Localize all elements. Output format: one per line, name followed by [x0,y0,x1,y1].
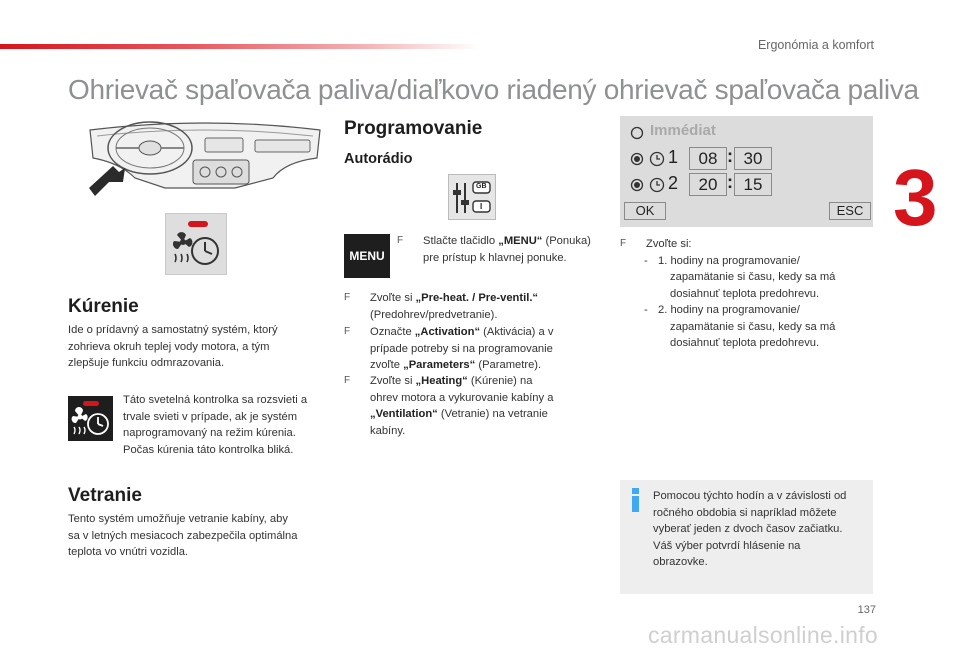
step-text: Stlačte tlačidlo [423,235,499,247]
choose-lead: Zvoľte si: [646,238,692,250]
bullet-mark: F [344,375,351,386]
heater-clock-icon [166,214,226,274]
page-title: Ohrievač spaľovača paliva/diaľkovo riadený ohrievač spaľovača paliva [68,74,919,105]
gb-label: GB [476,183,487,190]
info-icon [631,488,640,512]
radio-empty-icon[interactable] [630,126,644,140]
choose-clock-list [620,236,896,352]
indicator-text-line: Počas kúrenia táto kontrolka bliká. [123,443,294,456]
step-text: prípade potreby si na programovanie [370,342,553,355]
timer-1-hours[interactable]: 08 [689,147,727,170]
indicator-text-line: trvale svieti v prípade, ak je systém [123,410,298,423]
car-radio-subtitle: Autorádio [344,151,413,167]
section-label: Ergonómia a komfort [757,38,874,52]
step-text: (Vetranie) na vetranie [437,408,548,420]
step-text: Zvoľte si [370,375,416,387]
radio-selected-icon[interactable] [630,152,644,166]
menu-button[interactable]: MENU [344,234,390,278]
step-keyword: „Heating“ [415,375,468,387]
radio-selected-icon[interactable] [630,178,644,192]
step-keyword: „Activation“ [414,326,481,338]
clock-icon [649,177,665,193]
choose-item-2 [646,302,896,352]
choose-text: dosiahnuť teplota predohrevu. [670,337,820,349]
timer-1-index: 1 [668,147,679,167]
choose-text: zapamätanie si času, kedy sa má [670,320,836,333]
choose-item-1 [646,253,896,303]
step-keyword: „MENU“ [498,235,543,247]
heating-text-line: zlepšuje funkciu odmrazovania. [68,357,225,369]
tip-line: Pomocou týchto hodín a v závislosti od [653,490,847,502]
step-keyword: „Pre-heat. / Pre-ventil.“ [415,292,539,304]
ventilation-text [68,511,328,561]
tip-line: obrazovke. [653,556,708,568]
choose-text: 1. hodiny na programovanie/ [658,254,800,267]
tip-line: Váš výber potvrdí hlásenie na [653,539,801,552]
ventilation-text-line: Tento systém umožňuje vetranie kabíny, aby [68,513,288,525]
timer-2-minutes[interactable]: 15 [734,173,772,196]
bullet-mark: F [344,292,351,303]
page-number: 137 [857,604,876,616]
chapter-number: 3 [893,153,938,242]
step-text: Zvoľte si [370,292,416,304]
info-label: I [480,202,483,211]
step-text: zvoľte [370,359,404,371]
dash-mark: - [644,304,648,316]
step-activation [344,324,620,374]
timer-2-hours[interactable]: 20 [689,173,727,196]
step-keyword: „Parameters“ [403,359,476,371]
bullet-mark: F [397,235,404,246]
heater-lamp-icon [68,396,113,441]
sliders-icon [449,175,495,219]
timer-1-colon: : [727,146,733,166]
heater-indicator-lamp [68,396,113,441]
step-text: (Parametre). [475,359,542,371]
heating-text-line: zohrieva okruh teplej vody motora, a tým [68,340,270,353]
tip-box [620,480,873,594]
step-text: ohrev motora a vykurovanie kabíny a [370,391,554,404]
step-text: pre prístup k hlavnej ponuke. [423,251,567,264]
heating-title: Kúrenie [68,296,139,317]
heating-text-line: Ide o prídavný a samostatný systém, ktorý [68,324,278,336]
step-text: (Predohrev/predvetranie). [370,308,498,321]
header-accent-bar [0,44,480,49]
heater-indicator-panel [165,213,227,275]
tip-line: vyberať jeden z dvoch časov začiatku. [653,523,843,535]
ventilation-text-line: sa v letných mesiacoch zabezpečila optimálna [68,529,298,542]
step-pre-heat [344,290,620,323]
dash-mark: - [644,254,648,267]
tip-text [653,488,868,571]
step-text: (Kúrenie) na [467,375,533,387]
heating-text [68,322,328,372]
choose-text: 2. hodiny na programovanie/ [658,304,800,316]
step-text: (Aktivácia) a v [480,326,554,338]
indicator-text-line: naprogramovaný na režim kúrenia. [123,427,296,439]
esc-button[interactable]: ESC [829,202,871,220]
timer-2-index: 2 [668,173,679,193]
clock-icon [649,151,665,167]
timer-1-minutes[interactable]: 30 [734,147,772,170]
timer-2-colon: : [727,172,733,192]
watermark: carmanualsonline.info [647,622,878,648]
step-text: kabíny. [370,424,406,437]
dashboard-illustration [85,118,325,200]
bullet-mark: F [344,326,351,337]
step-keyword: „Ventilation“ [370,408,438,420]
choose-text: dosiahnuť teplota predohrevu. [670,287,820,300]
ventilation-title: Vetranie [68,485,142,506]
indicator-text-line: Táto svetelná kontrolka sa rozsvieti a [123,394,308,406]
step-text: (Ponuka) [542,235,591,247]
programming-title: Programovanie [344,118,483,139]
tip-line: ročného obdobia si napríklad môžete [653,506,837,519]
indicator-description [123,392,328,458]
step-text: Označte [370,326,415,338]
immediate-option[interactable]: Immédiat [650,122,716,139]
ventilation-text-line: teplota vo vnútri vozidla. [68,546,189,558]
ok-button[interactable]: OK [624,202,666,220]
step-heating-ventilation [344,373,620,439]
settings-panel [448,174,496,220]
timer-screen [620,116,873,227]
bullet-mark: F [620,238,627,249]
step-press-menu [397,233,633,266]
choose-text: zapamätanie si času, kedy sa má [670,271,836,283]
